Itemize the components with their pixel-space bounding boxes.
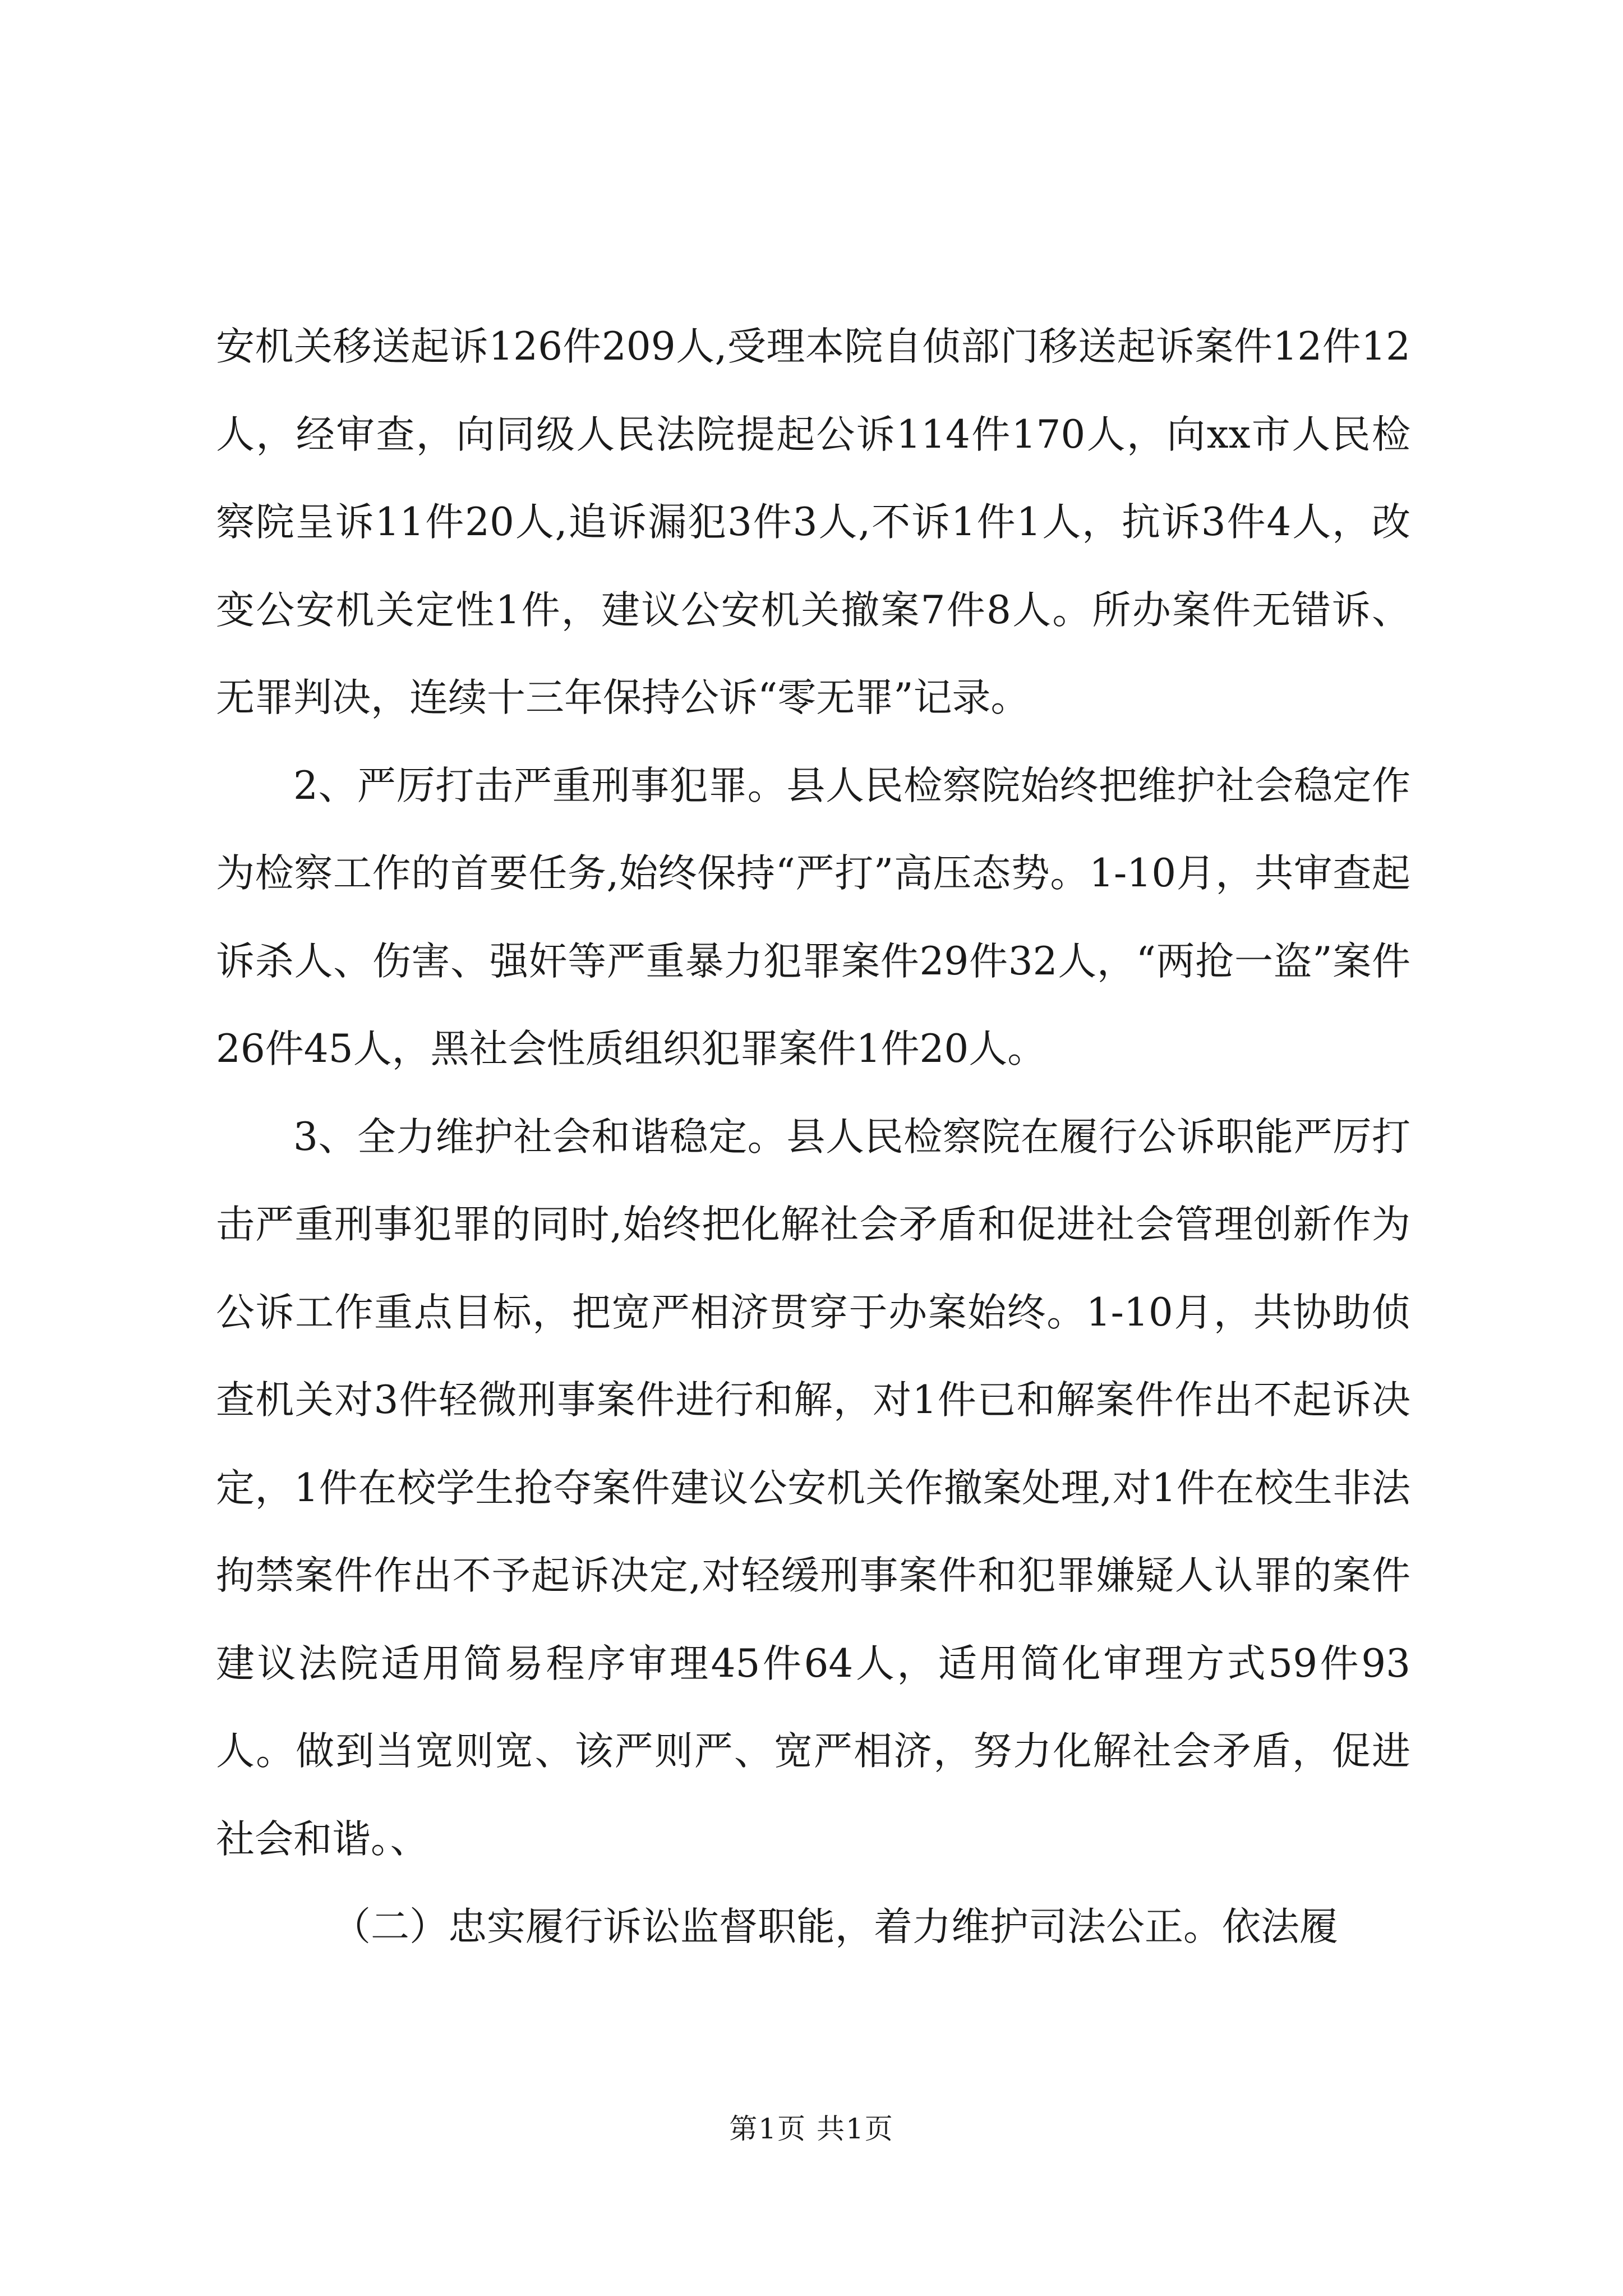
paragraph-continuation: 安机关移送起诉126件209人,受理本院自侦部门移送起诉案件12件12人，经审查，向同级人民法院提起公诉114件170人，向xx市人民检察院呈诉11件20人,追诉漏犯3件3人,不诉1件1人，抗诉3件4人，改变公安机关定性1件，建议公安机关撤案7件8人。所办案件无错诉、无罪判决，连续十三年保持公诉“零无罪”记录。: [216, 324, 1410, 720]
paragraph-social-harmony: 3、全力维护社会和谐稳定。县人民检察院在履行公诉职能严厉打击严重刑事犯罪的同时,始终把化解社会矛盾和促进社会管理创新作为公诉工作重点目标，把宽严相济贯穿于办案始终。1-10月，共协助侦查机关对3件轻微刑事案件进行和解，对1件已和解案件作出不起诉决定，1件在校学生抢夺案件建议公安机关作撤案处理,对1件在校生非法拘禁案件作出不予起诉决定,对轻缓刑事案件和犯罪嫌疑人认罪的案件建议法院适用简易程序审理45件64人，适用简化审理方式59件93人。做到当宽则宽、该严则严、宽严相济，努力化解社会矛盾，促进社会和谐。、: [216, 1114, 1410, 1862]
paragraph-serious-crime: 2、严厉打击严重刑事犯罪。县人民检察院始终把维护社会稳定作为检察工作的首要任务,始终保持“严打”高压态势。1-10月，共审查起诉杀人、伤害、强奸等严重暴力犯罪案件29件32人，“两抢一盗”案件26件45人，黑社会性质组织犯罪案件1件20人。: [216, 763, 1410, 1071]
document-body: [216, 303, 1410, 1971]
paragraph-litigation-supervision: （二）忠实履行诉讼监督职能，着力维护司法公正。依法履: [332, 1904, 1338, 1949]
page-number-footer: 第1页 共1页: [729, 2113, 894, 2145]
